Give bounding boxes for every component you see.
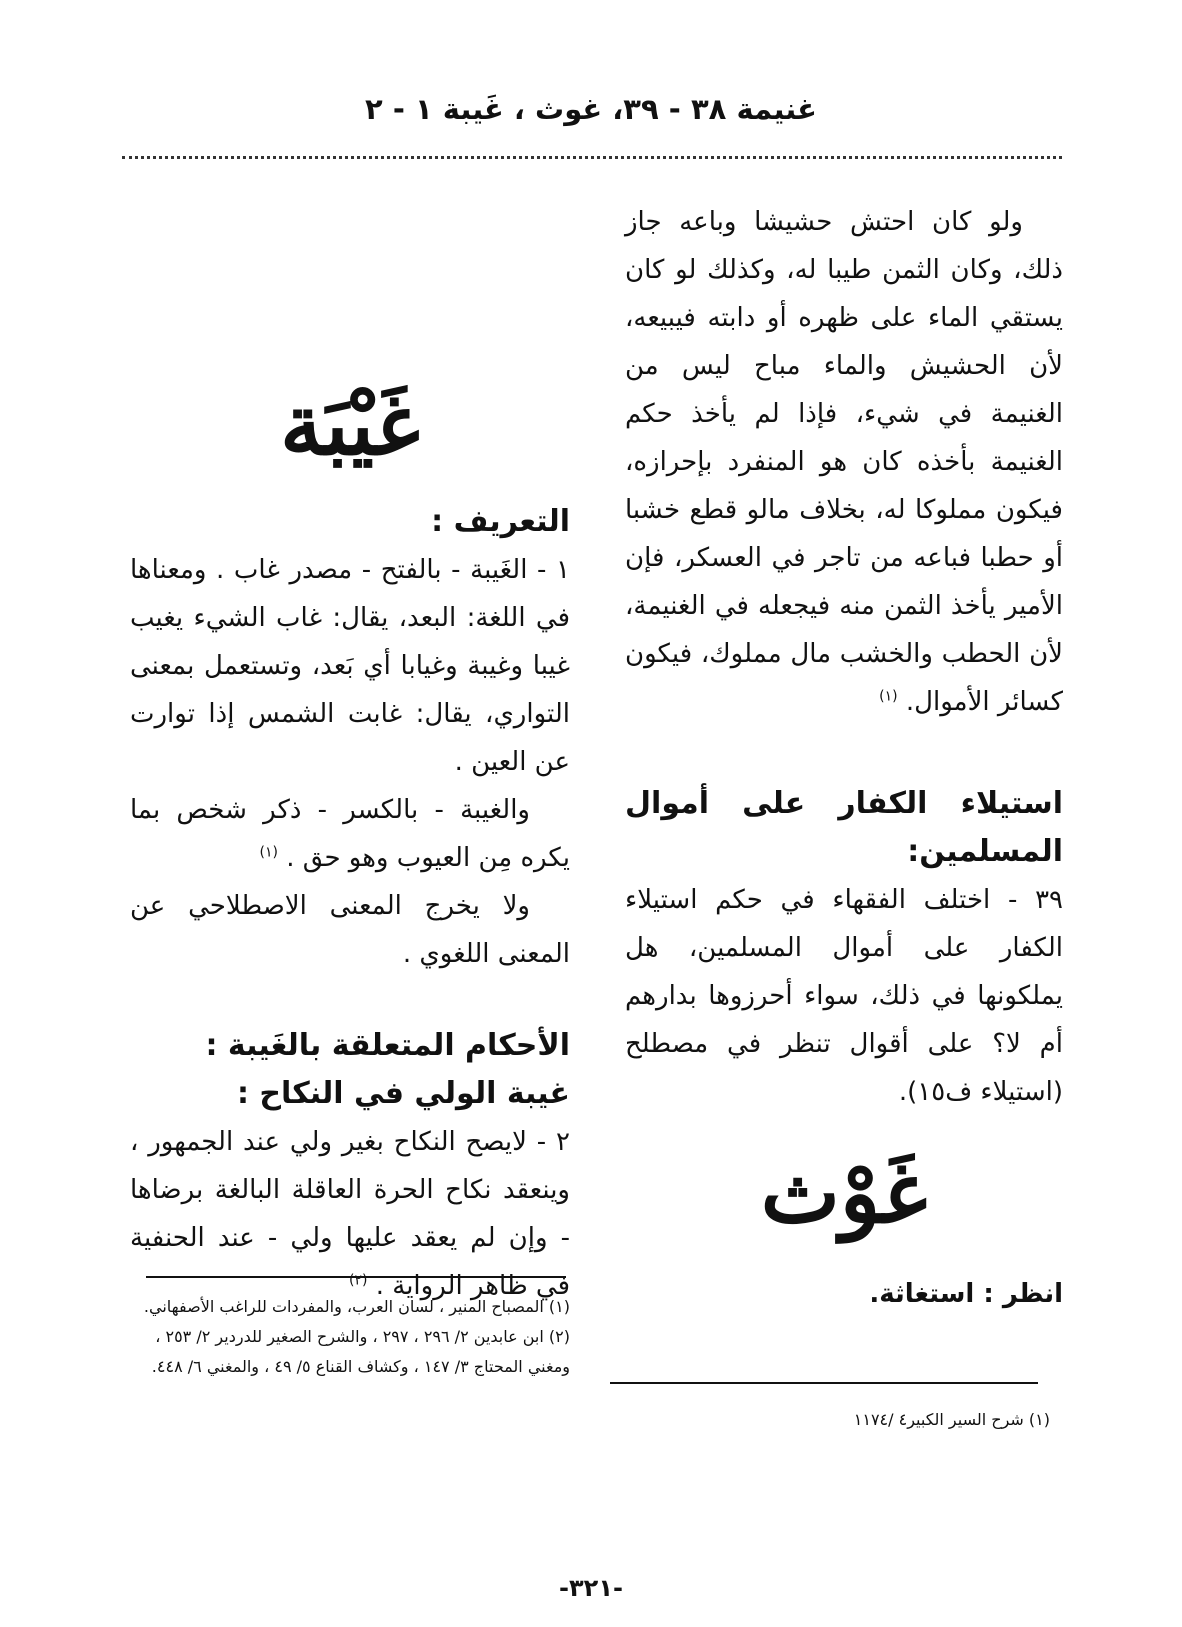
running-header: غنيمة ٣٨ - ٣٩، غوث ، غَيبة ١ - ٢ bbox=[365, 92, 817, 126]
definition-heading: التعريف : bbox=[431, 504, 570, 539]
header-divider bbox=[122, 156, 1062, 159]
sub-heading-guardian: غيبة الولي في النكاح : bbox=[236, 1076, 570, 1111]
left-footnotes bbox=[140, 1292, 570, 1382]
right-footnote-rule bbox=[610, 1382, 1038, 1384]
entry-title-ghayba: غَيْبَة bbox=[280, 375, 420, 474]
footnote-ref: (١) bbox=[259, 844, 278, 861]
left-footnote-2: (٢) ابن عابدين ٢/ ٢٩٦ ، ٢٩٧ ، والشرح الصغير للدردير ٢/ ٢٥٣ ، ومغني المحتاج ٣/ ١٤٧ ، وكشاف القناع ٥/ ٤٩ ، والمغني ٦/ ٤٤٨. bbox=[151, 1327, 570, 1376]
page-number: -٣٢١- bbox=[559, 1574, 623, 1602]
definition-paragraph-3: ولا يخرج المعنى الاصطلاحي عن المعنى اللغوي . bbox=[130, 891, 570, 969]
entry-title-ghawth: غَوْث bbox=[760, 1143, 928, 1242]
see-also-link: انظر : استغاثة. bbox=[869, 1279, 1063, 1309]
footnote-ref: (١) bbox=[879, 688, 898, 705]
right-footnote: (١) شرح السير الكبير٤ /١١٧٤ bbox=[853, 1410, 1050, 1429]
left-footnote-1: (١) المصباح المنير ، لسان العرب، والمفردات للراغب الأصفهاني. bbox=[143, 1297, 570, 1316]
right-column bbox=[625, 198, 1063, 1318]
footnote-ref: (٢) bbox=[348, 1272, 368, 1289]
left-column bbox=[130, 370, 570, 1310]
ruling-paragraph: ٢ - لايصح النكاح بغير ولي عند الجمهور ، وينعقد نكاح الحرة العاقلة البالغة برضاها - وإن لم يعقد عليها ولي - عند الحنفية في ظاهر الرواية . $^{(٢)}$ bbox=[130, 1127, 570, 1301]
left-footnote-rule bbox=[146, 1276, 566, 1278]
right-paragraph-2: ٣٩ - اختلف الفقهاء في حكم استيلاء الكفار على أموال المسلمين، هل يملكونها في ذلك، سواء أحرزوها بدارهم أم لا؟ على أقوال تنظر في مصطلح (استيلاء ف١٥). bbox=[625, 885, 1063, 1107]
right-paragraph-1: ولو كان احتش حشيشا وباعه جاز ذلك، وكان الثمن طيبا له، وكذلك لو كان يستقي الماء على ظهره أو دابته فيبيعه، لأن الحشيش والماء مباح ليس من الغنيمة في شيء، فإذا لم يأخذ حكم الغنيمة بأخذه كان هو المنفرد بإحرازه، فيكون مملوكا له، بخلاف مالو قطع خشبا أو حطبا فباعه من تاجر في العسكر، فإن الأمير يأخذ الثمن منه فيجعله في الغنيمة، لأن الحطب والخشب مال مملوك، فيكون كسائر الأموال. $^{(١)}$ bbox=[625, 207, 1063, 717]
definition-paragraph-2: والغيبة - بالكسر - ذكر شخص بما يكره مِن العيوب وهو حق . $^{(١)}$ bbox=[130, 795, 570, 873]
section-heading-istila: استيلاء الكفار على أموال المسلمين: bbox=[625, 786, 1063, 869]
definition-paragraph-1: ١ - الغَيبة - بالفتح - مصدر غاب . ومعناها في اللغة: البعد، يقال: غاب الشيء يغيب غيبا وغيبة وغيابا أي بَعد، وتستعمل بمعنى التواري، يقال: غابت الشمس إذا توارت عن العين . bbox=[130, 555, 570, 777]
rulings-heading: الأحكام المتعلقة بالغَيبة : bbox=[205, 1028, 570, 1063]
